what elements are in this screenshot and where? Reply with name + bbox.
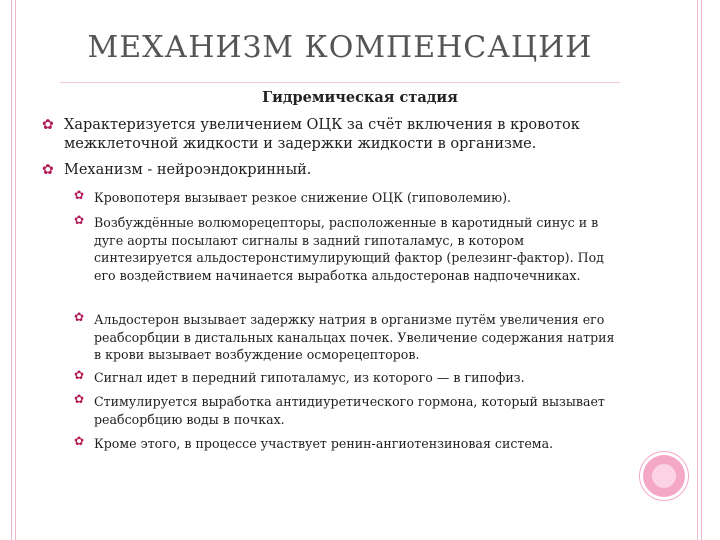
slide-title: МЕХАНИЗМ КОМПЕНСАЦИИ <box>87 30 593 65</box>
flower-bullet-icon: ✿ <box>74 310 85 324</box>
flower-bullet-icon: ✿ <box>42 117 54 133</box>
sub-bullet-text: Сигнал идет в передний гипоталамус, из которого — в гипофиз. <box>94 370 525 385</box>
flower-bullet-icon: ✿ <box>42 162 54 178</box>
bullet-text: Характеризуется увеличением ОЦК за счёт включения в кровоток межклеточной жидкости и задержки жидкости в организме. <box>64 117 580 152</box>
frame-line-left-inner <box>15 0 16 540</box>
flower-bullet-icon: ✿ <box>74 368 85 382</box>
sub-bullet-text: Кровопотеря вызывает резкое снижение ОЦК (гиповолемию). <box>94 190 512 205</box>
bullet-text: Механизм - нейроэндокринный. <box>64 162 312 178</box>
slide-subtitle: Гидремическая стадия <box>262 89 458 106</box>
flower-bullet-icon: ✿ <box>74 434 85 448</box>
flower-bullet-icon: ✿ <box>74 392 85 406</box>
sub-bullet-text: Возбуждённые волюморецепторы, расположенные в каротидный синус и в дуге аорты посылают сигналы в задний гипоталамус, в котором синтезируется альдостеронстимулирующий фактор (релезинг-фактор). Под его воздействием начинается выработка альдостеронав надпочечниках. <box>94 215 604 283</box>
flower-bullet-icon: ✿ <box>74 213 85 227</box>
sub-bullet-text: Альдостерон вызывает задержку натрия в организме путём увеличения его реабсорбции в дистальных канальцах почек. Увеличение содержания натрия в крови вызывает возбуждение осморецепторов. <box>94 312 615 362</box>
flower-bullet-icon: ✿ <box>74 188 85 202</box>
frame-line-right-inner <box>697 0 698 540</box>
sub-bullet-text: Стимулируется выработка антидиуретического гормона, который вызывает реабсорбцию воды в почках. <box>94 394 605 427</box>
frame-line-left-outer <box>11 0 12 540</box>
decorative-circle <box>643 455 685 497</box>
sub-bullet-text: Кроме этого, в процессе участвует ренин-ангиотензиновая система. <box>94 436 554 451</box>
title-divider <box>60 82 620 83</box>
decorative-circle-inner <box>652 464 676 488</box>
frame-line-right-outer <box>701 0 702 540</box>
